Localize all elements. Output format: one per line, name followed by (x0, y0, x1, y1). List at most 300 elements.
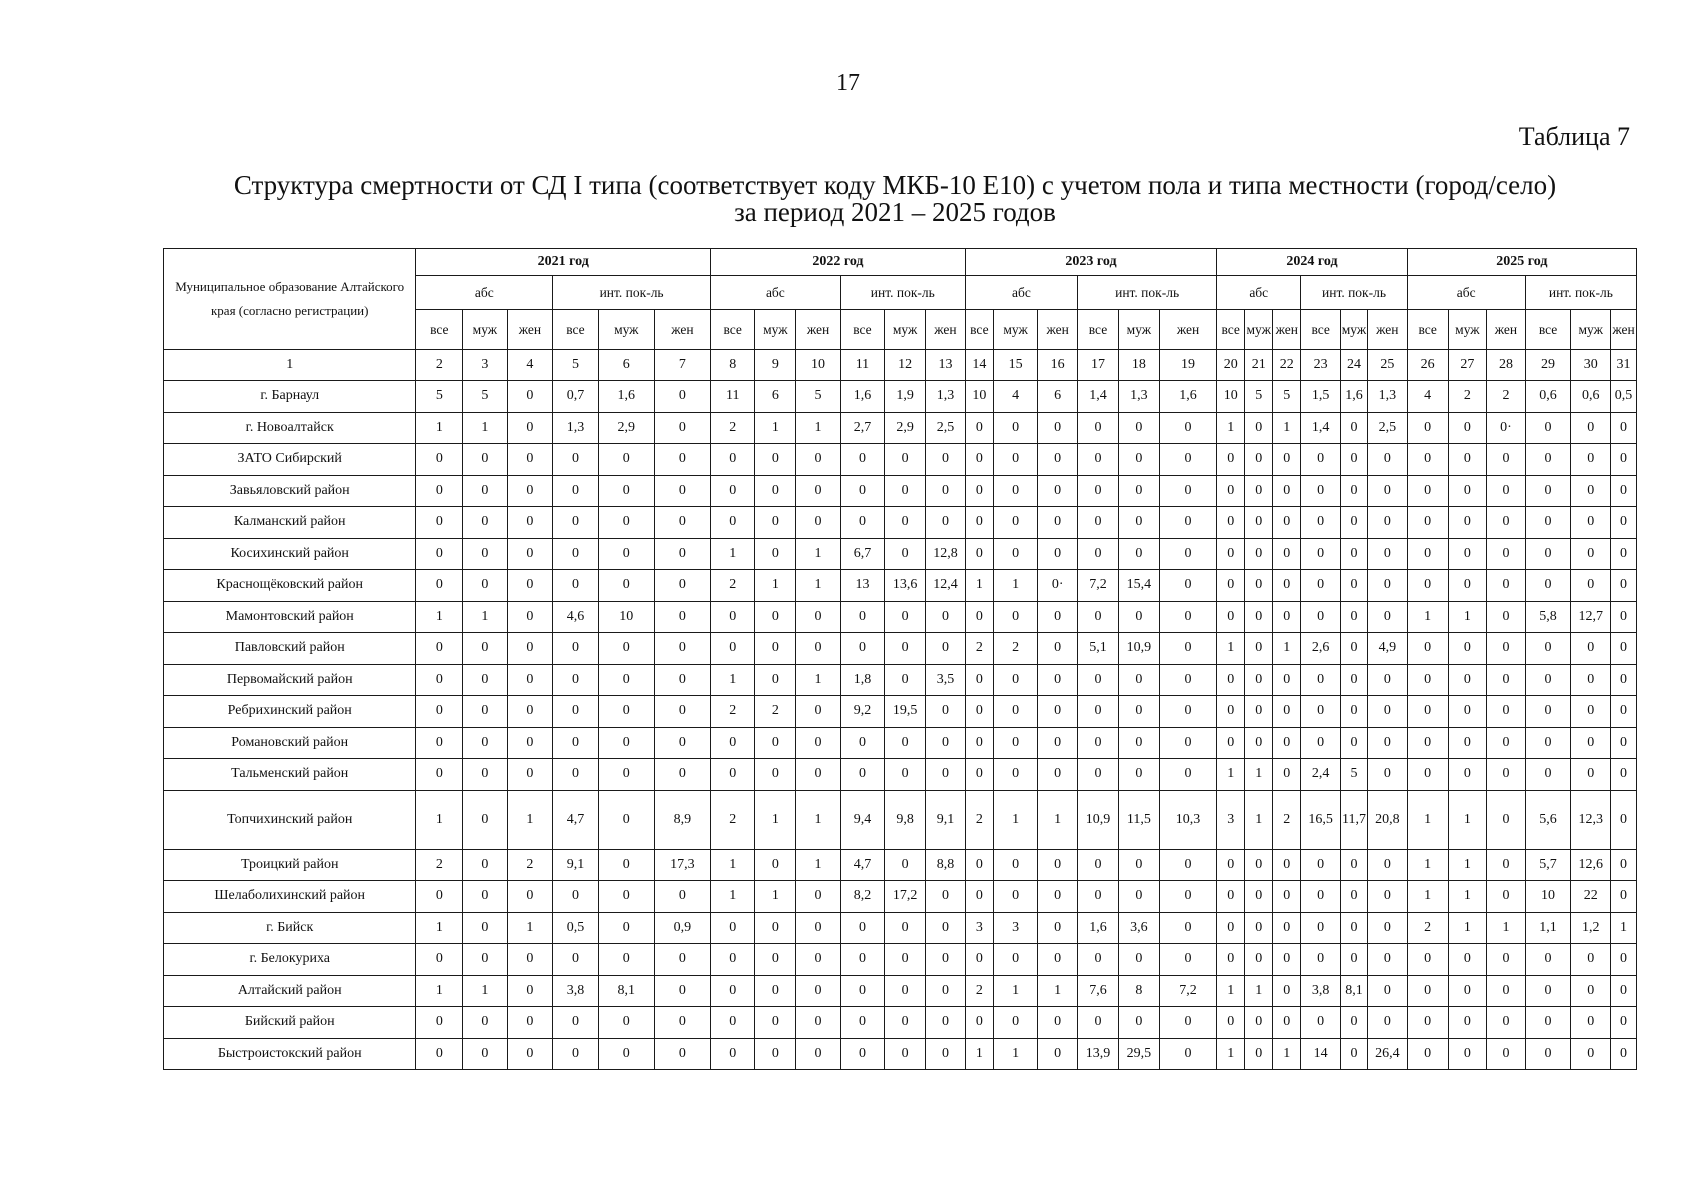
table-cell: 0 (507, 381, 553, 413)
table-cell: 1 (416, 975, 463, 1007)
table-cell: 1,6 (598, 381, 654, 413)
table-cell: 0 (553, 570, 599, 602)
table-cell: 16,5 (1301, 790, 1341, 849)
table-cell: 0 (755, 944, 796, 976)
table-row (164, 696, 1637, 728)
table-cell: 0 (993, 1007, 1037, 1039)
table-cell: 0,9 (654, 912, 710, 944)
table-cell: 0 (1341, 475, 1368, 507)
year-header: 2021 год (416, 249, 711, 276)
subcolumn-header: жен (1367, 310, 1407, 350)
table-cell: 0 (1245, 727, 1273, 759)
table-cell: 1 (1448, 601, 1487, 633)
table-cell: 11 (711, 381, 755, 413)
table-cell: 10,9 (1118, 633, 1159, 665)
table-cell: 0 (1273, 944, 1301, 976)
intensive-group-header: инт. пок-ль (1078, 276, 1217, 310)
table-cell: 0 (1571, 975, 1611, 1007)
table-cell: 0 (1078, 475, 1119, 507)
table-cell: 0 (507, 1007, 553, 1039)
table-cell: 1 (1448, 849, 1487, 881)
subcolumn-header: все (1407, 310, 1448, 350)
column-number: 16 (1038, 350, 1078, 381)
table-cell: 0 (1525, 444, 1571, 476)
table-cell: 1 (711, 881, 755, 913)
table-cell: 0 (1448, 944, 1487, 976)
table-cell: 0 (1159, 849, 1216, 881)
table-cell: 0 (711, 759, 755, 791)
table-cell: 1,6 (1078, 912, 1119, 944)
table-cell: 0 (711, 444, 755, 476)
table-cell: 0 (1487, 538, 1526, 570)
table-cell: 0 (1487, 507, 1526, 539)
table-cell: 0 (1487, 633, 1526, 665)
page-number: 17 (836, 70, 860, 96)
table-cell: 0 (553, 664, 599, 696)
table-cell: 1,8 (840, 664, 884, 696)
table-cell: 0 (1571, 507, 1611, 539)
table-cell: 0 (1078, 759, 1119, 791)
table-cell: 0 (1611, 727, 1637, 759)
column-number: 11 (840, 350, 884, 381)
table-cell: 11,7 (1341, 790, 1368, 849)
table-cell: 2 (711, 790, 755, 849)
table-cell: 0 (1038, 538, 1078, 570)
abs-group-header: абс (711, 276, 841, 310)
table-cell: 0· (1487, 412, 1526, 444)
table-cell: 0 (1273, 912, 1301, 944)
table-cell: 0 (885, 601, 926, 633)
subcolumn-header: муж (598, 310, 654, 350)
table-cell: 1 (796, 790, 840, 849)
table-cell: 0 (1571, 570, 1611, 602)
table-cell: 0 (1611, 881, 1637, 913)
table-cell: 0 (654, 664, 710, 696)
table-cell: 3 (1217, 790, 1245, 849)
table-cell: 0 (993, 475, 1037, 507)
subcolumn-header: жен (1038, 310, 1078, 350)
table-cell: 0 (840, 944, 884, 976)
table-cell: 2 (416, 849, 463, 881)
table-cell: 4 (1407, 381, 1448, 413)
table-cell: 0 (1448, 570, 1487, 602)
column-number: 28 (1487, 350, 1526, 381)
table-cell: 0 (1273, 507, 1301, 539)
table-cell: 1 (1273, 633, 1301, 665)
table-cell: 0 (1611, 849, 1637, 881)
table-cell: 0 (1407, 696, 1448, 728)
table-cell: 0 (463, 633, 507, 665)
table-cell: 0 (1038, 912, 1078, 944)
table-row (164, 475, 1637, 507)
table-cell: 0 (1038, 633, 1078, 665)
table-row (164, 944, 1637, 976)
table-cell: 0 (1038, 759, 1078, 791)
table-cell: 0 (507, 1038, 553, 1070)
table-cell: 0 (1571, 759, 1611, 791)
table-cell: 0 (1159, 570, 1216, 602)
table-cell: 0 (926, 912, 966, 944)
table-cell: 0 (840, 912, 884, 944)
table-cell: 0 (654, 881, 710, 913)
table-cell: 4,7 (553, 790, 599, 849)
table-cell: 0 (1571, 538, 1611, 570)
table-cell: 0 (463, 790, 507, 849)
table-cell: 0 (796, 881, 840, 913)
table-cell: 0 (416, 664, 463, 696)
table-cell: 0 (463, 538, 507, 570)
region-name: Первомайский район (164, 664, 416, 696)
table-cell: 0 (463, 1007, 507, 1039)
table-cell: 0 (598, 633, 654, 665)
table-cell: 0 (926, 1038, 966, 1070)
table-cell: 0 (1245, 475, 1273, 507)
table-cell: 0 (1407, 538, 1448, 570)
column-number: 20 (1217, 350, 1245, 381)
table-cell: 1,9 (885, 381, 926, 413)
table-cell: 0 (1301, 944, 1341, 976)
column-number: 19 (1159, 350, 1216, 381)
table-cell: 0 (1038, 727, 1078, 759)
table-row (164, 759, 1637, 791)
region-name: Косихинский район (164, 538, 416, 570)
table-cell: 0 (1571, 944, 1611, 976)
table-cell: 0 (1273, 664, 1301, 696)
table-cell: 0 (1159, 696, 1216, 728)
table-cell: 0 (463, 881, 507, 913)
table-cell: 0 (1448, 975, 1487, 1007)
table-cell: 1 (1487, 912, 1526, 944)
table-row (164, 412, 1637, 444)
table-cell: 17,2 (885, 881, 926, 913)
table-cell: 0 (1525, 759, 1571, 791)
table-row (164, 633, 1637, 665)
subcolumn-header: муж (463, 310, 507, 350)
table-cell: 0 (1273, 727, 1301, 759)
table-row (164, 849, 1637, 881)
table-cell: 0 (1525, 412, 1571, 444)
table-cell: 0 (1611, 601, 1637, 633)
table-cell: 8,9 (654, 790, 710, 849)
table-cell: 1 (507, 912, 553, 944)
region-name: Ребрихинский район (164, 696, 416, 728)
table-cell: 7,6 (1078, 975, 1119, 1007)
table-cell: 0 (1118, 601, 1159, 633)
table-cell: 9,8 (885, 790, 926, 849)
table-row (164, 601, 1637, 633)
table-cell: 0 (1407, 475, 1448, 507)
table-cell: 0 (1367, 944, 1407, 976)
table-cell: 0 (1367, 475, 1407, 507)
table-cell: 0 (1301, 475, 1341, 507)
table-cell: 1 (796, 664, 840, 696)
table-cell: 0 (1273, 570, 1301, 602)
table-header (164, 249, 1637, 350)
table-cell: 0 (654, 381, 710, 413)
table-cell: 1,2 (1571, 912, 1611, 944)
table-cell: 5,8 (1525, 601, 1571, 633)
table-cell: 0 (755, 975, 796, 1007)
table-cell: 1,6 (840, 381, 884, 413)
table-cell: 0 (1448, 475, 1487, 507)
table-cell: 0 (840, 601, 884, 633)
table-cell: 1 (1407, 881, 1448, 913)
table-cell: 0 (1407, 975, 1448, 1007)
table-cell: 13 (840, 570, 884, 602)
table-cell: 0 (1273, 538, 1301, 570)
column-number: 23 (1301, 350, 1341, 381)
table-cell: 0 (1487, 664, 1526, 696)
table-cell: 0 (1611, 696, 1637, 728)
table-cell: 0 (507, 507, 553, 539)
table-cell: 0 (1217, 1007, 1245, 1039)
table-cell: 0 (598, 727, 654, 759)
table-cell: 0 (1038, 696, 1078, 728)
table-cell: 0 (1525, 664, 1571, 696)
year-header: 2022 год (711, 249, 966, 276)
table-cell: 0 (1245, 664, 1273, 696)
title-line-1: Структура смертности от СД I типа (соответствует коду МКБ-10 Е10) с учетом пола и типа местности (город/село) (233, 170, 1557, 200)
table-cell: 1 (711, 538, 755, 570)
table-cell: 0 (755, 727, 796, 759)
table-cell: 2 (1273, 790, 1301, 849)
column-number: 31 (1611, 350, 1637, 381)
table-cell: 0 (1407, 727, 1448, 759)
table-cell: 0 (1245, 412, 1273, 444)
table-cell: 0 (1078, 881, 1119, 913)
year-header: 2023 год (965, 249, 1216, 276)
table-cell: 3 (965, 912, 993, 944)
column-number: 12 (885, 350, 926, 381)
table-cell: 0 (1367, 881, 1407, 913)
table-cell: 0 (1118, 412, 1159, 444)
table-cell: 0 (1407, 570, 1448, 602)
subcolumn-header: жен (796, 310, 840, 350)
table-cell: 0 (654, 944, 710, 976)
table-cell: 1 (755, 790, 796, 849)
table-cell: 0 (993, 664, 1037, 696)
region-column-header: Муниципальное образование Алтайского края (согласно регистрации) (164, 249, 416, 350)
table-cell: 0 (796, 633, 840, 665)
region-name: Шелаболихинский район (164, 881, 416, 913)
table-cell: 0 (416, 507, 463, 539)
table-cell: 0 (1078, 696, 1119, 728)
table-cell: 1 (416, 412, 463, 444)
table-cell: 0 (755, 664, 796, 696)
table-cell: 0 (1273, 849, 1301, 881)
table-row (164, 570, 1637, 602)
table-cell: 1 (416, 601, 463, 633)
table-cell: 1 (463, 601, 507, 633)
table-cell: 0 (1038, 412, 1078, 444)
table-cell: 3,6 (1118, 912, 1159, 944)
table-cell: 0 (1407, 1007, 1448, 1039)
table-cell: 0 (553, 1007, 599, 1039)
table-cell: 0 (1078, 538, 1119, 570)
table-cell: 0,6 (1571, 381, 1611, 413)
table-cell: 5 (1341, 759, 1368, 791)
column-number: 29 (1525, 350, 1571, 381)
table-cell: 0 (796, 759, 840, 791)
table-cell: 3,8 (1301, 975, 1341, 1007)
table-cell: 7,2 (1078, 570, 1119, 602)
table-cell: 0 (965, 601, 993, 633)
table-cell: 1 (1038, 975, 1078, 1007)
region-name: г. Барнаул (164, 381, 416, 413)
table-cell: 0 (1571, 664, 1611, 696)
table-cell: 0 (1487, 475, 1526, 507)
table-cell: 0 (1159, 944, 1216, 976)
table-cell: 0 (1525, 1038, 1571, 1070)
table-cell: 0 (1038, 475, 1078, 507)
table-cell: 0 (1273, 881, 1301, 913)
table-cell: 0 (1571, 444, 1611, 476)
table-cell: 6 (1038, 381, 1078, 413)
table-cell: 0 (416, 881, 463, 913)
table-cell: 0 (1159, 912, 1216, 944)
table-cell: 2,6 (1301, 633, 1341, 665)
table-cell: 0 (507, 412, 553, 444)
table-row (164, 664, 1637, 696)
table-cell: 0 (553, 444, 599, 476)
table-cell: 0 (885, 444, 926, 476)
table-cell: 2 (965, 790, 993, 849)
region-name: г. Новоалтайск (164, 412, 416, 444)
table-cell: 4,7 (840, 849, 884, 881)
column-number: 8 (711, 350, 755, 381)
subcolumn-header: все (1301, 310, 1341, 350)
table-cell: 0 (463, 664, 507, 696)
table-cell: 0 (1159, 507, 1216, 539)
table-cell: 1 (1245, 790, 1273, 849)
table-cell: 0 (755, 444, 796, 476)
table-cell: 1 (1448, 881, 1487, 913)
table-cell: 0 (926, 507, 966, 539)
column-numbers (164, 350, 1637, 381)
table-cell: 0 (1341, 664, 1368, 696)
table-cell: 0 (926, 727, 966, 759)
region-name: Алтайский район (164, 975, 416, 1007)
table-cell: 0 (796, 727, 840, 759)
table-cell: 0 (553, 538, 599, 570)
table-cell: 0 (926, 444, 966, 476)
table-cell: 0 (507, 570, 553, 602)
table-cell: 0 (1217, 664, 1245, 696)
table-cell: 1,3 (1118, 381, 1159, 413)
table-cell: 0 (1301, 664, 1341, 696)
table-cell: 0 (1078, 849, 1119, 881)
table-cell: 2 (1407, 912, 1448, 944)
table-cell: 0 (1273, 975, 1301, 1007)
table-cell: 9,1 (553, 849, 599, 881)
table-cell: 0 (553, 507, 599, 539)
table-cell: 0· (1038, 570, 1078, 602)
table-cell: 0 (965, 444, 993, 476)
table-cell: 0 (416, 444, 463, 476)
table-cell: 0 (463, 475, 507, 507)
table-cell: 0 (1611, 507, 1637, 539)
table-cell: 0 (654, 696, 710, 728)
table-cell: 0 (885, 975, 926, 1007)
table-cell: 8 (1118, 975, 1159, 1007)
table-cell: 0 (965, 944, 993, 976)
table-cell: 1 (463, 975, 507, 1007)
table-cell: 0 (711, 975, 755, 1007)
table-cell: 0 (553, 633, 599, 665)
table-cell: 1 (993, 975, 1037, 1007)
table-cell: 1 (993, 790, 1037, 849)
table-cell: 5,1 (1078, 633, 1119, 665)
table-cell: 0 (1611, 975, 1637, 1007)
subcolumn-header: муж (1571, 310, 1611, 350)
table-cell: 2 (965, 975, 993, 1007)
table-cell: 0 (755, 601, 796, 633)
subcolumn-header: жен (654, 310, 710, 350)
table-cell: 0 (1611, 633, 1637, 665)
column-number: 4 (507, 350, 553, 381)
table-cell: 0 (1078, 444, 1119, 476)
table-cell: 0 (1118, 944, 1159, 976)
table-cell: 0 (507, 601, 553, 633)
table-cell: 1 (1273, 412, 1301, 444)
table-cell: 0 (1159, 1038, 1216, 1070)
table-cell: 0 (1487, 570, 1526, 602)
table-cell: 0 (1571, 1038, 1611, 1070)
table-cell: 1 (711, 664, 755, 696)
table-cell: 0 (885, 1038, 926, 1070)
table-cell: 0 (1159, 444, 1216, 476)
table-cell: 0 (1217, 538, 1245, 570)
table-cell: 2 (507, 849, 553, 881)
table-cell: 0 (1118, 475, 1159, 507)
table-cell: 0 (553, 759, 599, 791)
table-cell: 0 (1407, 412, 1448, 444)
column-number: 27 (1448, 350, 1487, 381)
table-cell: 0 (1301, 444, 1341, 476)
table-cell: 0 (885, 538, 926, 570)
subcolumn-header: все (1525, 310, 1571, 350)
region-name: Павловский район (164, 633, 416, 665)
table-cell: 0 (1301, 538, 1341, 570)
table-cell: 0 (1407, 664, 1448, 696)
table-cell: 0 (1159, 601, 1216, 633)
table-cell: 29,5 (1118, 1038, 1159, 1070)
table-cell: 0 (840, 444, 884, 476)
table-cell: 0 (1301, 727, 1341, 759)
table-cell: 1 (1448, 912, 1487, 944)
table-cell: 2,5 (1367, 412, 1407, 444)
table-cell: 0 (654, 601, 710, 633)
table-cell: 0 (598, 475, 654, 507)
table-cell: 2 (755, 696, 796, 728)
subcolumn-header: жен (1487, 310, 1526, 350)
table-cell: 10 (1525, 881, 1571, 913)
table-cell: 2 (711, 570, 755, 602)
table-cell: 0 (1245, 944, 1273, 976)
table-cell: 0 (507, 475, 553, 507)
column-number-row (164, 350, 1637, 381)
table-cell: 0 (1341, 601, 1368, 633)
column-number: 26 (1407, 350, 1448, 381)
table-cell: 1 (1217, 975, 1245, 1007)
table-cell: 1,3 (926, 381, 966, 413)
table-cell: 0 (885, 759, 926, 791)
table-cell: 0 (1571, 475, 1611, 507)
table-cell: 0 (1367, 975, 1407, 1007)
table-cell: 0 (1159, 881, 1216, 913)
region-name: Тальменский район (164, 759, 416, 791)
table-cell: 0 (654, 1038, 710, 1070)
